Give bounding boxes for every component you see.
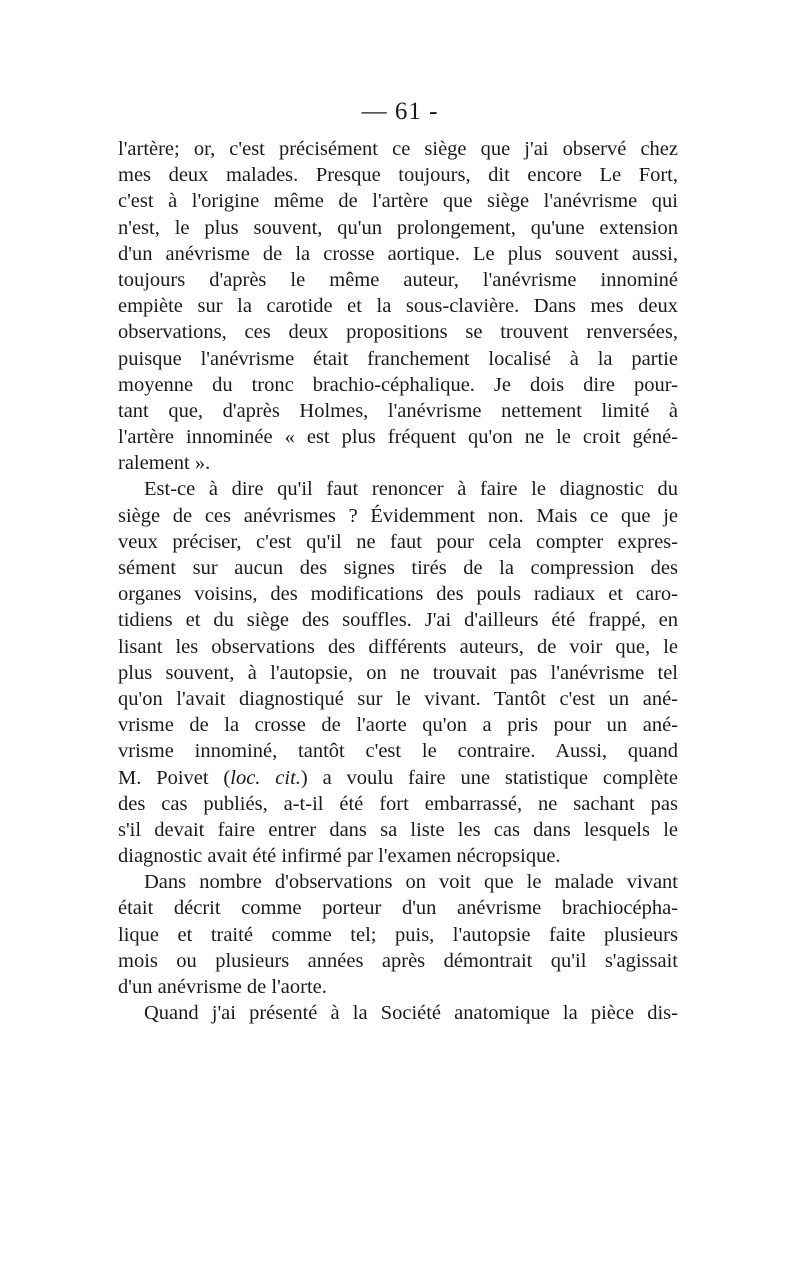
- text-line: Est-ce à dire qu'il faut renoncer à faire le diagnostic du: [144, 478, 678, 501]
- text-line: sément sur aucun des signes tirés de la compression des: [118, 557, 678, 579]
- text-line: ralement ».: [118, 452, 211, 475]
- text-line: Quand j'ai présenté à la Société anatomique la pièce dis-: [144, 1002, 678, 1025]
- text-line: moyenne du tronc brachio-céphalique. Je dois dire pour-: [118, 373, 678, 396]
- text-line: observations, ces deux propositions se trouvent renversées,: [118, 321, 678, 344]
- text-line: l'artère innominée « est plus fréquent qu'on ne le croit géné-: [118, 426, 678, 449]
- text-line: veux préciser, c'est qu'il ne faut pour cela compter expres-: [118, 530, 678, 553]
- text-line: des cas publiés, a-t-il été fort embarrassé, ne sachant pas: [118, 792, 678, 815]
- text-line: l'artère; or, c'est précisément ce siège que j'ai observé chez: [118, 138, 678, 160]
- citation-lead: M. Poivet (: [118, 766, 231, 789]
- text-line: vrisme innominé, tantôt c'est le contraire. Aussi, quand: [118, 740, 678, 763]
- text-line: était décrit comme porteur d'un anévrisme brachiocépha-: [118, 897, 678, 920]
- text-line: empiète sur la carotide et la sous-clavière. Dans mes deux: [118, 295, 678, 318]
- text-line: qu'on l'avait diagnostiqué sur le vivant. Tantôt c'est un ané-: [118, 687, 678, 710]
- text-line: diagnostic avait été infirmé par l'examen nécropsique.: [118, 845, 561, 868]
- text-line: puisque l'anévrisme était franchement localisé à la partie: [118, 347, 678, 370]
- body-text: [118, 136, 678, 1026]
- text-line: toujours d'après le même auteur, l'anévrisme innominé: [118, 268, 678, 291]
- text-line: n'est, le plus souvent, qu'un prolongement, qu'une extension: [118, 216, 678, 239]
- text-line: mois ou plusieurs années après démontrait qu'il s'agissait: [118, 949, 678, 972]
- text-line: tidiens et du siège des souffles. J'ai d'ailleurs été frappé, en: [118, 609, 678, 632]
- text-line: lique et traité comme tel; puis, l'autopsie faite plusieurs: [118, 923, 678, 946]
- text-line: Dans nombre d'observations on voit que le malade vivant: [144, 871, 678, 894]
- text-line: vrisme de la crosse de l'aorte qu'on a pris pour un ané-: [118, 714, 678, 737]
- citation-italic: loc. cit.: [230, 766, 301, 789]
- citation-rest: ) a voulu faire une statistique complète: [300, 766, 678, 789]
- text-line: c'est à l'origine même de l'artère que siège l'anévrisme qui: [118, 190, 678, 213]
- text-line: d'un anévrisme de la crosse aortique. Le plus souvent aussi,: [118, 242, 678, 265]
- text-line: lisant les observations des différents auteurs, de voir que, le: [118, 635, 678, 658]
- text-line: plus souvent, à l'autopsie, on ne trouvait pas l'anévrisme tel: [118, 661, 678, 684]
- text-line: siège de ces anévrismes ? Évidemment non. Mais ce que je: [118, 504, 678, 527]
- text-line: mes deux malades. Presque toujours, dit encore Le Fort,: [118, 164, 678, 187]
- text-line: s'il devait faire entrer dans sa liste les cas dans lesquels le: [118, 818, 678, 841]
- page-number: — 61 -: [361, 98, 439, 125]
- text-line: organes voisins, des modifications des pouls radiaux et caro-: [118, 583, 678, 606]
- text-line: d'un anévrisme de l'aorte.: [118, 976, 327, 998]
- text-line: tant que, d'après Holmes, l'anévrisme nettement limité à: [118, 399, 678, 422]
- text-line-citation: [118, 765, 678, 791]
